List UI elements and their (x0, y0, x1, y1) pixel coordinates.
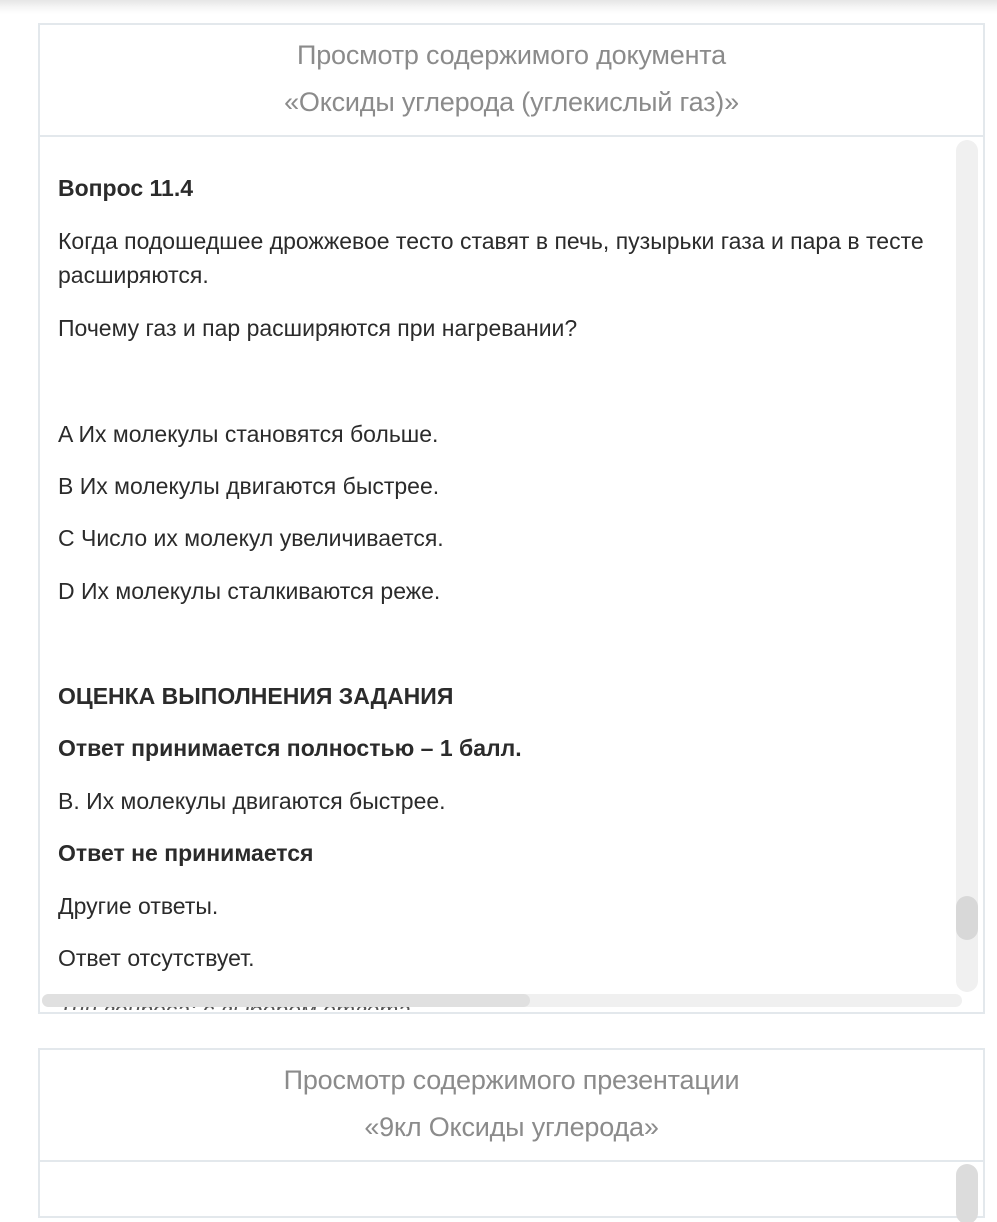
presentation-viewer (38, 1048, 985, 1218)
presentation-viewer-header (40, 1050, 983, 1162)
viewer-title: Просмотр содержимого документа (297, 40, 726, 70)
top-bar-shadow (0, 0, 997, 14)
question-title: Вопрос 11.4 (58, 175, 194, 201)
accepted-title: Ответ принимается полностью – 1 балл. (58, 735, 522, 761)
vertical-scrollbar-thumb[interactable] (956, 1164, 978, 1222)
question-prompt: Почему газ и пар расширяются при нагревании? (58, 315, 578, 341)
document-content-area[interactable] (40, 137, 983, 1010)
document-name: «Оксиды углерода (углекислый газ)» (284, 87, 739, 117)
question-text: Когда подошедшее дрожжевое тесто ставят в печь, пузырьки газа и пара в тесте расширяются. (58, 228, 924, 288)
document-viewer-header (40, 25, 983, 137)
accepted-answer: B. Их молекулы двигаются быстрее. (58, 788, 446, 814)
vertical-scrollbar-track[interactable] (956, 140, 978, 992)
presentation-content-area[interactable] (40, 1162, 983, 1222)
rejected-answer-other: Другие ответы. (58, 893, 219, 919)
horizontal-scrollbar-thumb[interactable] (42, 994, 530, 1007)
option-c: C Число их молекул увеличивается. (58, 525, 444, 551)
presentation-name: «9кл Оксиды углерода» (364, 1112, 659, 1142)
grading-title: ОЦЕНКА ВЫПОЛНЕНИЯ ЗАДАНИЯ (58, 683, 454, 709)
rejected-answer-missing: Ответ отсутствует. (58, 945, 255, 971)
document-viewer (38, 23, 985, 1014)
option-b: B Их молекулы двигаются быстрее. (58, 473, 440, 499)
vertical-scrollbar-thumb[interactable] (956, 896, 978, 940)
rejected-title: Ответ не принимается (58, 840, 314, 866)
viewer-title: Просмотр содержимого презентации (283, 1065, 740, 1095)
option-d: D Их молекулы сталкиваются реже. (58, 578, 441, 604)
option-a: A Их молекулы становятся больше. (58, 421, 439, 447)
